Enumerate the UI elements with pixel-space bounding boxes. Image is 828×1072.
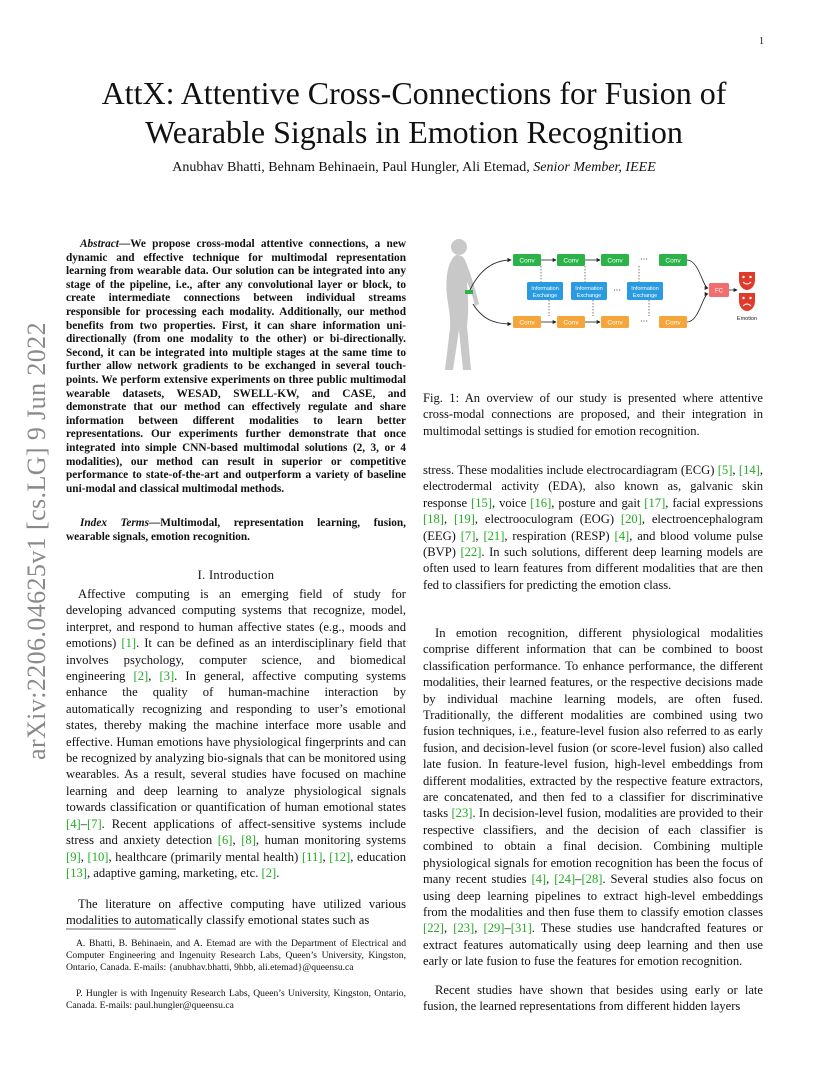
svg-text:Conv: Conv	[607, 319, 623, 327]
svg-text:Conv: Conv	[563, 319, 579, 327]
citation-link[interactable]: [2]	[261, 865, 277, 880]
svg-text:Conv: Conv	[519, 257, 535, 265]
paragraph-text: ,	[475, 528, 484, 543]
citation-link[interactable]: [15]	[471, 495, 492, 510]
paragraph-text: . In decision-level fusion, modalities are provided to their respective classifiers, and the decision of each classifier is combined to obtain a final decision. Combining multiple physiological signals for emotion recognition has been the focus of many recent studies	[423, 806, 764, 887]
fusion-head	[687, 260, 757, 322]
svg-text:Conv: Conv	[519, 319, 535, 327]
citation-link[interactable]: [6]	[217, 833, 233, 848]
citation-link[interactable]: [21]	[483, 528, 505, 543]
overview-figure	[423, 230, 763, 380]
silhouette-body	[445, 255, 479, 370]
svg-text:Conv: Conv	[607, 257, 623, 265]
fc-block	[709, 283, 729, 297]
paragraph-text: Affective computing is an emerging field of study for developing advanced computing systems that recognize, model, interpret, and respond to human affective states (e.g., moods and emotions)	[66, 587, 406, 651]
citation-link[interactable]: [8]	[241, 833, 256, 848]
svg-text:Exchange: Exchange	[532, 293, 558, 299]
information-exchange-block-1	[527, 282, 563, 300]
author-names: Anubhav Bhatti, Behnam Behinaein, Paul Hungler, Ali Etemad,	[172, 160, 530, 175]
abstract-lead: Abstract	[80, 238, 119, 250]
sad-mask-icon	[739, 293, 755, 311]
paragraph-text: ,	[443, 921, 454, 936]
paragraph-text: , and blood volume pulse (BVP)	[423, 528, 763, 560]
conv-block-top-1	[513, 254, 541, 266]
conv-block-bottom-4	[659, 316, 687, 328]
information-exchange-block-2	[571, 282, 607, 300]
page-number: 1	[759, 36, 764, 47]
paragraph-text: , electrodermal activity (EDA), also known as, galvanic skin response	[423, 463, 764, 510]
index-terms-text: —Multimodal, representation learning, fusion, wearable signals, emotion recognition.	[66, 517, 406, 543]
citation-link[interactable]: [4]	[531, 872, 547, 887]
paragraph-text: –	[80, 816, 87, 831]
ellipsis-top: ···	[640, 255, 648, 264]
title-line-2: Wearable Signals in Emotion Recognition	[145, 114, 683, 150]
author-list	[60, 160, 768, 176]
citation-link[interactable]: [14]	[738, 463, 760, 477]
index-terms-lead: Index Terms	[80, 517, 149, 529]
citation-link[interactable]: [16]	[530, 495, 552, 510]
paragraph-text: . In general, affective computing systems enhance the quality of human-machine interaction by automatically recognizing and responding to user’s emotional states, thereby making the machine interface more usable and effective. Human emotions have physiological fingerprints and can be recognized by analyzing bio-signals that can be monitored using wearables. As a result, several studies have focused on machine learning and deep learning to analyze physiological signals towards classification or quantification of human emotional states	[66, 669, 407, 815]
citation-link[interactable]: [23]	[453, 921, 475, 936]
svg-text:Exchange: Exchange	[576, 293, 602, 299]
citation-link[interactable]: [5]	[717, 463, 733, 477]
citation-link[interactable]: [13]	[66, 865, 87, 880]
paragraph-text: ,	[546, 872, 555, 887]
exchange-row	[527, 266, 663, 316]
arxiv-identifier-stamp[interactable]: arXiv:2206.04625v1 [cs.LG] 9 Jun 2022	[22, 322, 51, 760]
paragraph-text: , voice	[491, 495, 531, 510]
svg-text:Information: Information	[631, 286, 659, 292]
emotion-label: Emotion	[736, 316, 758, 322]
paragraph-text: , adaptive gaming, marketing, etc.	[86, 865, 262, 880]
section-heading-introduction: I. Introduction	[197, 568, 275, 582]
intro-paragraph-2: The literature on affective computing have utilized various modalities to automatically classify emotional states such as	[66, 897, 406, 928]
paragraph-text: ,	[232, 833, 242, 848]
author-role: Senior Member, IEEE	[533, 160, 656, 175]
happy-mask-icon	[739, 272, 755, 290]
sensor-wires	[465, 260, 511, 324]
citation-link[interactable]: [19]	[453, 512, 475, 527]
paragraph-text: , posture and gait	[551, 495, 645, 510]
citation-link[interactable]: [31]	[510, 921, 532, 936]
paragraph-text: . It can be defined as an interdisciplinary field that involves psychology, computer science, and biomedical engineering	[66, 636, 406, 684]
paragraph-text: . Recent applications of affect-sensitive systems include stress and anxiety detection	[66, 816, 406, 848]
svg-text:Conv: Conv	[665, 257, 681, 265]
paragraph-text: –	[504, 921, 511, 936]
conv-block-bottom-1	[513, 316, 541, 328]
ellipsis-middle: ···	[613, 286, 621, 295]
citation-link[interactable]: [7]	[460, 528, 476, 543]
top-conv-row	[513, 254, 687, 266]
citation-link[interactable]: [23]	[451, 806, 473, 821]
paper-title	[60, 74, 768, 152]
abstract	[66, 238, 406, 496]
abstract-text: —We propose cross-modal attentive connections, a new dynamic and effective technique for multimodal representation learning from wearable data. Our solution can be integrated into any stage of the pipeline, i.e., after any convolutional layer or block, to create intermediate connections between individual streams responsible for processing each modality. Additionally, our method benefits from two properties. First, it can share information uni-directionally (from one modality to the other) or bi-directionally. Second, it can be integrated into multiple stages at the same time to further allow network gradients to be exchanged in several touch-points. We perform extensive experiments on three public multimodal wearable datasets, WESAD, SWELL-KW, and CASE, and demonstrate that our method can effectively regulate and share information between different modalities to learn better representations. Our experiments further demonstrate that once integrated into simple CNN-based multimodal solutions (2, 3, or 4 modalities), our method can result in superior or competitive performance to state-of-the-art and outperform a variety of baseline uni-modal and classical multimodal methods.	[66, 238, 406, 495]
paragraph-text: . Several studies also focus on using deep learning pipelines to extract high-level embeddings from the modalities and then fuse them to classify emotion classes	[423, 872, 764, 919]
paragraph-text: , human monitoring systems	[255, 833, 406, 848]
silhouette-head	[451, 239, 467, 255]
right-paragraph-1	[423, 462, 763, 593]
citation-link[interactable]: [9]	[66, 849, 81, 864]
citation-link[interactable]: [24]	[554, 872, 576, 887]
svg-text:Information: Information	[531, 286, 559, 292]
citation-link[interactable]: [22]	[423, 921, 444, 936]
citation-link[interactable]: [22]	[460, 545, 482, 560]
paragraph-text: , facial expressions	[665, 495, 764, 510]
citation-link[interactable]: [3]	[159, 669, 175, 684]
index-terms	[66, 517, 406, 544]
citation-link[interactable]: [20]	[620, 512, 642, 527]
citation-link[interactable]: [11]	[301, 849, 323, 864]
paragraph-text: ,	[148, 669, 160, 684]
citation-link[interactable]: [1]	[121, 636, 137, 651]
person-silhouette	[445, 239, 479, 370]
paragraph-text: ,	[80, 849, 88, 864]
bottom-conv-row	[513, 316, 687, 328]
right-paragraph-3: Recent studies have shown that besides using early or late fusion, the learned representations from different hidden layers	[423, 983, 763, 1014]
title-line-1: AttX: Attentive Cross-Connections for Fusion of	[101, 75, 727, 111]
paragraph-text: ,	[474, 921, 484, 936]
footnote-affiliation-1: A. Bhatti, B. Behinaein, and A. Etemad are with the Department of Electrical and Computer Engineering and Ingenuity Research Labs, Queen’s University, Kingston, Ontario, Canada. E-mails: {anubhav.bhatti, 9hbb, ali.etemad}@queensu.ca	[66, 938, 406, 974]
ellipsis-bottom: ···	[640, 317, 648, 326]
citation-link[interactable]: [2]	[133, 669, 149, 684]
paragraph-text: –	[575, 872, 582, 887]
conv-block-bottom-3	[601, 316, 629, 328]
svg-text:FC: FC	[715, 288, 723, 295]
citation-link[interactable]: [10]	[87, 849, 109, 864]
paragraph-text: In emotion recognition, different physiological modalities comprise different information that can be combined to boost classification performance. To enhance performance, the different modalities, their learned features, or the respective decisions made by individual machine learning models, are often fused. Traditionally, the different modalities are combined using two fusion techniques, i.e., feature-level fusion also referred to as early fusion, and decision-level fusion (or score-level fusion) also called late fusion. In feature-level fusion, high-level embeddings from different modalities, extracted by the respective feature extractors, are concatenated, and then fed to a classifier for discriminative tasks	[423, 626, 763, 821]
paragraph-text: , healthcare (primarily mental health)	[108, 849, 302, 864]
figure-caption: Fig. 1: An overview of our study is presented where attentive cross-modal connections are proposed, and their integration in multimodal settings is studied for emotion recognition.	[423, 391, 763, 438]
citation-link[interactable]: [28]	[581, 872, 603, 887]
conv-block-top-3	[601, 254, 629, 266]
citation-link[interactable]: [29]	[483, 921, 505, 936]
paragraph-text: .	[276, 865, 280, 880]
svg-text:Conv: Conv	[665, 319, 681, 327]
svg-text:Information: Information	[575, 286, 603, 292]
paragraph-text: . These studies use handcrafted features or extract features automatically using deep learning and then use early or late fusion to fuse the features for emotion recognition.	[423, 921, 763, 969]
paragraph-text: , education	[350, 849, 407, 864]
intro-paragraph-1	[66, 586, 406, 881]
right-paragraph-2	[423, 625, 763, 970]
paragraph-text: . In such solutions, different deep learning models are often used to learn features from different modalities that are then fed to classifiers for predicting the emotion class.	[423, 545, 763, 592]
wearable-sensor-icon	[465, 290, 473, 294]
citation-link[interactable]: [17]	[644, 495, 666, 510]
paragraph-text: ,	[443, 512, 454, 527]
citation-link[interactable]: [12]	[329, 849, 351, 864]
conv-block-bottom-2	[557, 316, 585, 328]
svg-text:Exchange: Exchange	[632, 293, 658, 299]
paragraph-text: , electrooculogram (EOG)	[474, 512, 621, 527]
paragraph-text: ,	[732, 463, 739, 477]
conv-block-top-2	[557, 254, 585, 266]
paragraph-text: , electroencephalogram (EEG)	[423, 512, 763, 543]
conv-block-top-4	[659, 254, 687, 266]
paragraph-text: stress. These modalities include electrocardiagram (ECG)	[423, 463, 718, 477]
citation-link[interactable]: [7]	[86, 816, 102, 831]
citation-link[interactable]: [4]	[66, 816, 81, 831]
information-exchange-block-3	[627, 282, 663, 300]
paragraph-text: , respiration (RESP)	[504, 528, 615, 543]
footnote-divider	[66, 928, 406, 930]
paragraph-text: ,	[322, 849, 330, 864]
svg-text:Conv: Conv	[563, 257, 579, 265]
footnote-affiliation-2: P. Hungler is with Ingenuity Research Labs, Queen’s University, Kingston, Ontario, Canada. E-mails: paul.hungler@queensu.ca	[66, 988, 406, 1012]
citation-link[interactable]: [18]	[423, 512, 444, 527]
citation-link[interactable]: [4]	[614, 528, 630, 543]
